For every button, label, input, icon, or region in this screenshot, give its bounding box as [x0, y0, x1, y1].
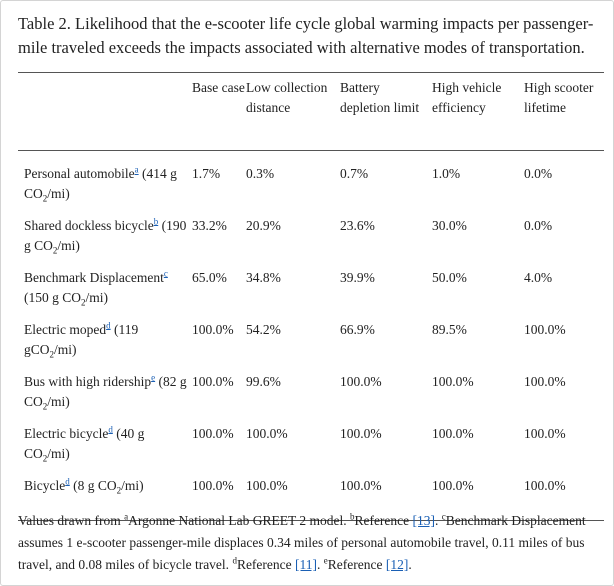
header-cell-base-case: Base case	[192, 73, 246, 151]
value-cell: 89.5%	[432, 321, 467, 337]
mode-name: Bus with high ridership	[24, 373, 152, 389]
footnote-mark-e: e	[323, 555, 328, 566]
footnote-period: .	[435, 513, 442, 528]
header-cell-high-vehicle-efficiency: High vehicle efficiency	[432, 73, 524, 151]
value-cell: 0.0%	[524, 166, 553, 181]
row-label-cell	[18, 268, 192, 320]
emission-unit: /mi)	[57, 237, 80, 253]
co2-subscript: 2	[49, 349, 55, 360]
mode-name: Electric bicycle	[24, 425, 109, 441]
footnote-a-text: Argonne National Lab GREET 2 model.	[128, 513, 350, 528]
value-cell: 100.0%	[432, 373, 474, 389]
footnote-mark-a: a	[124, 511, 129, 522]
reference-link-13[interactable]: [13]	[412, 513, 436, 528]
table-row	[18, 216, 604, 268]
value-cell: 100.0%	[340, 476, 432, 521]
emission-value: (190 g CO	[24, 217, 187, 253]
value-cell: 100.0%	[340, 425, 382, 441]
row-label-cell	[18, 424, 192, 476]
footnote-mark-c: c	[441, 511, 446, 522]
mode-name: Personal automobile	[24, 166, 135, 181]
emission-value: (40 g CO	[24, 425, 145, 461]
row-label-cell	[18, 320, 192, 372]
table-row	[18, 268, 604, 320]
footnote-link[interactable]: a	[134, 164, 139, 175]
footnote-link[interactable]: d	[65, 476, 70, 486]
value-cell: 100.0%	[432, 476, 524, 521]
table-row	[18, 424, 604, 476]
emission-unit: /mi)	[121, 477, 144, 493]
value-cell: 20.9%	[246, 217, 281, 233]
value-cell: 1.7%	[192, 166, 221, 181]
reference-link-11[interactable]: [11]	[295, 557, 318, 572]
reference-link-12[interactable]: [12]	[385, 557, 409, 572]
mode-name: Shared dockless bicycle	[24, 217, 154, 233]
row-label-cell	[18, 151, 192, 216]
co2-subscript: 2	[42, 401, 48, 412]
emission-value: (119 gCO	[24, 321, 139, 357]
value-cell: 39.9%	[340, 269, 375, 285]
row-label-cell	[18, 216, 192, 268]
footnote-e-text: Reference	[327, 557, 386, 572]
header-cell-low-collection: Low collection distance	[246, 73, 340, 151]
value-cell: 100.0%	[524, 476, 604, 521]
value-cell: 100.0%	[246, 476, 340, 521]
emission-unit: /mi)	[54, 341, 77, 357]
footnote-b-text: Reference	[354, 513, 413, 528]
co2-subscript: 2	[42, 453, 48, 464]
mode-name: Electric moped	[24, 321, 107, 337]
value-cell: 65.0%	[192, 269, 227, 285]
row-label-cell	[18, 372, 192, 424]
table-row	[18, 320, 604, 372]
footnote-mark-b: b	[349, 511, 355, 522]
value-cell: 30.0%	[432, 217, 467, 233]
value-cell: 66.9%	[340, 321, 375, 337]
value-cell: 100.0%	[524, 321, 566, 337]
value-cell: 4.0%	[524, 269, 553, 285]
value-cell: 100.0%	[192, 425, 234, 441]
table-row	[18, 372, 604, 424]
footnote-mark-d: d	[232, 555, 237, 566]
value-cell: 0.7%	[340, 166, 369, 181]
value-cell: 100.0%	[340, 373, 382, 389]
table-caption: Table 2. Likelihood that the e-scooter life cycle global warming impacts per passenger-mile traveled exceeds the impacts associated with alternative modes of transportation.	[18, 14, 594, 57]
header-cell-battery-depletion: Battery depletion limit	[340, 73, 432, 151]
results-table	[18, 72, 604, 521]
co2-subscript: 2	[42, 193, 48, 204]
footnote-intro: Values drawn from	[18, 513, 125, 528]
header-cell-high-scooter-lifetime: High scooter lifetime	[524, 73, 604, 151]
value-cell: 100.0%	[524, 373, 566, 389]
value-cell: 100.0%	[524, 425, 566, 441]
emission-value: (8 g CO	[69, 477, 117, 493]
footnote-link[interactable]: d	[106, 320, 111, 330]
value-cell: 34.8%	[246, 269, 281, 285]
footnote-link[interactable]: b	[153, 216, 159, 226]
value-cell: 1.0%	[432, 166, 461, 181]
co2-subscript: 2	[116, 485, 122, 496]
emission-value: (82 g CO	[24, 373, 187, 409]
mode-name: Bicycle	[24, 477, 66, 493]
footnote-d-text: Reference	[236, 557, 296, 572]
emission-value: (150 g CO	[24, 289, 81, 305]
footnote-period: .	[408, 557, 412, 572]
footnote-c-text: Benchmark Displacement assumes 1 e-scooter passenger-mile displaces 0.34 miles of personal automobile travel, 0.11 miles of bus travel, and 0.08 miles of bicycle travel.	[18, 513, 586, 572]
value-cell: 50.0%	[432, 269, 467, 285]
value-cell: 100.0%	[192, 373, 234, 389]
emission-unit: /mi)	[47, 445, 70, 461]
header-row	[18, 73, 604, 151]
emission-unit: /mi)	[47, 186, 70, 201]
emission-unit: /mi)	[47, 393, 70, 409]
footnote-link[interactable]: d	[108, 424, 113, 434]
value-cell: 54.2%	[246, 321, 281, 337]
value-cell: 33.2%	[192, 217, 227, 233]
value-cell: 100.0%	[192, 476, 246, 521]
header-cell-mode	[18, 73, 192, 151]
emission-unit: /mi)	[85, 289, 108, 305]
table-row	[18, 151, 604, 216]
value-cell: 100.0%	[192, 321, 234, 337]
value-cell: 23.6%	[340, 217, 375, 233]
mode-name: Benchmark Displacement	[24, 269, 164, 285]
emission-value: (414 g CO	[24, 166, 177, 201]
value-cell: 0.0%	[524, 217, 553, 233]
footnote-link[interactable]: c	[163, 268, 168, 278]
value-cell: 100.0%	[246, 425, 288, 441]
footnote-period: .	[317, 557, 324, 572]
value-cell: 99.6%	[246, 373, 281, 389]
value-cell: 100.0%	[432, 425, 474, 441]
table-footnotes	[18, 510, 598, 576]
value-cell: 0.3%	[246, 166, 275, 181]
co2-subscript: 2	[81, 297, 86, 308]
footnote-link[interactable]: e	[151, 372, 156, 382]
co2-subscript: 2	[52, 245, 58, 256]
